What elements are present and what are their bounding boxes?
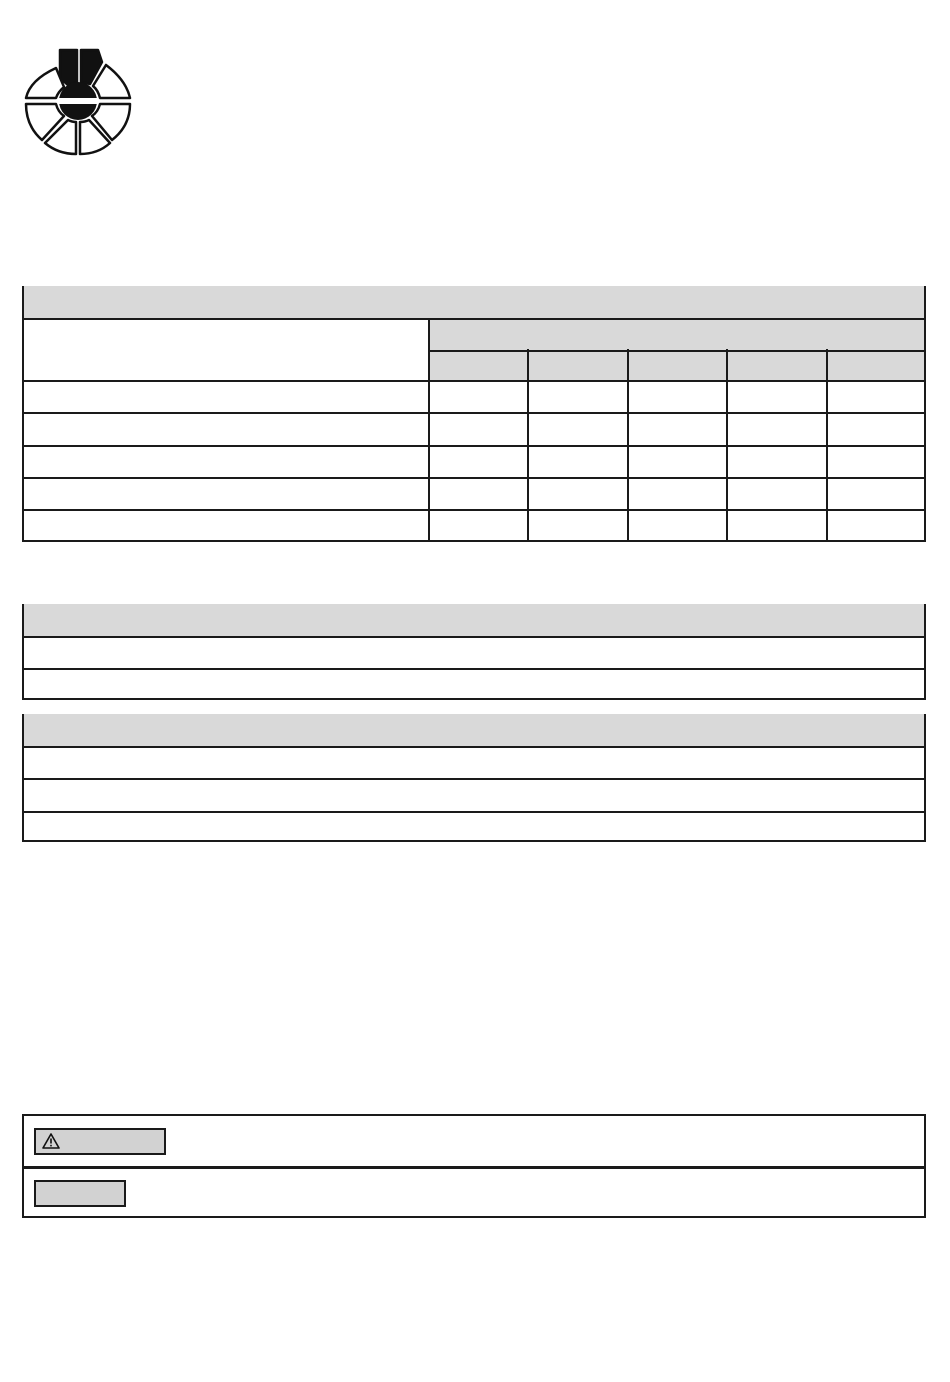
main-table <box>22 286 926 542</box>
column-divider <box>826 349 828 540</box>
list-item <box>24 636 924 668</box>
table-c-header <box>24 714 924 746</box>
note-section <box>24 1169 924 1216</box>
table-b-header <box>24 604 924 636</box>
list-item <box>24 811 924 840</box>
main-table-title-row <box>24 286 924 318</box>
column-divider <box>627 349 629 540</box>
wheel-segment-top-left <box>60 50 77 85</box>
warning-section <box>24 1116 924 1166</box>
main-table-column-headers <box>430 350 924 382</box>
table-row <box>24 445 924 477</box>
wheel-hub-bar <box>58 98 98 104</box>
list-item <box>24 746 924 778</box>
notice-box <box>22 1114 926 1218</box>
segmented-wheel-logo <box>20 44 136 160</box>
column-divider <box>726 349 728 540</box>
column-divider <box>428 318 430 540</box>
table-row <box>24 477 924 509</box>
warning-triangle-icon <box>42 1133 60 1149</box>
info-table-c <box>22 714 926 842</box>
list-item <box>24 668 924 698</box>
note-label-box <box>34 1180 126 1207</box>
main-table-column-group-header <box>430 320 924 350</box>
table-row <box>24 380 924 412</box>
main-table-row-header <box>24 320 428 382</box>
table-row <box>24 509 924 540</box>
main-table-header-row <box>24 318 924 382</box>
wheel-segment-upper-left <box>26 68 64 98</box>
warning-label-box <box>34 1128 166 1155</box>
table-row <box>24 412 924 445</box>
list-item <box>24 778 924 811</box>
info-table-b <box>22 604 926 700</box>
column-divider <box>527 349 529 540</box>
